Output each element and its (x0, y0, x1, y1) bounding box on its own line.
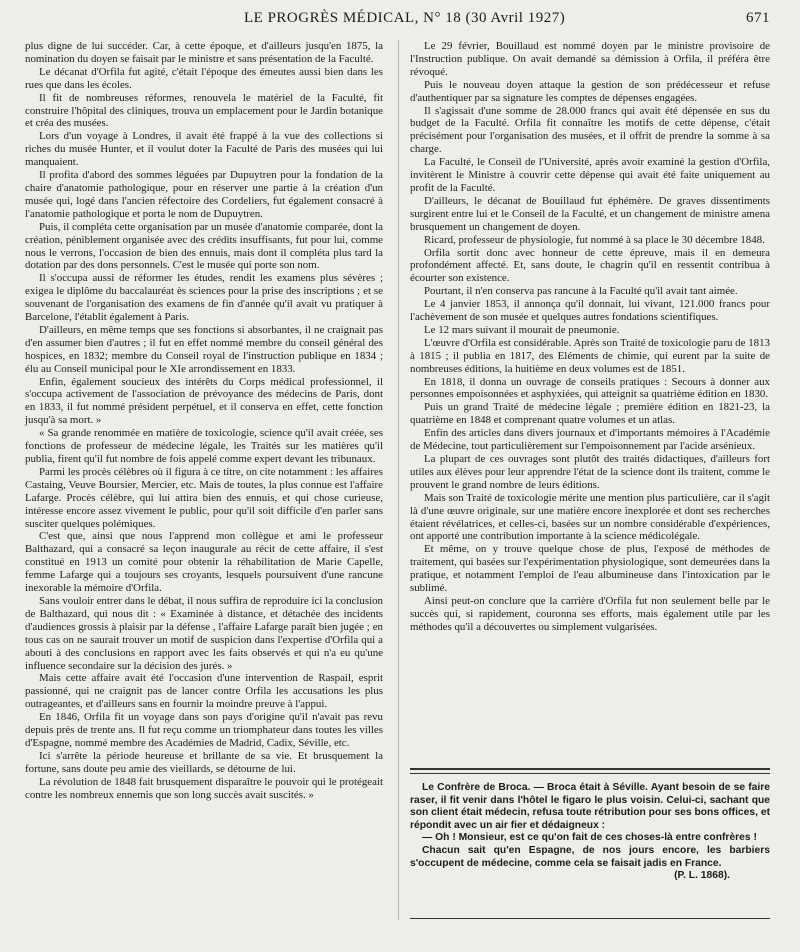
journal-title: LE PROGRÈS MÉDICAL, N° 18 (30 Avril 1927) (244, 10, 566, 26)
paragraph: Pourtant, il n'en conserva pas rancune à la Faculté qu'il avait tant aimée. (424, 285, 738, 298)
paragraph: C'est que, ainsi que nous l'apprend mon collègue et ami le professeur Balthazard, qui a consacré sa leçon inaugurale au récit de cette affaire, il s'est constitué en 1913 un comité pour obtenir la réhabilitation de Marie Capelle, femme Lafarge qui a toujours ses croyants, lesquels poursuivent d'une rancune inexorable la mémoire d'Orfila. (25, 530, 383, 595)
right-column (410, 40, 770, 634)
paragraph: En 1846, Orfila fit un voyage dans son pays d'origine qu'il n'avait pas revu depuis près de trente ans. Il fut reçu comme un triomphateur dans toutes les villes d'Espagne, nommé membre des Académies de Madrid, Cadix, Séville, etc. (25, 711, 383, 749)
paragraph: Puis le nouveau doyen attaque la gestion de son prédécesseur et refuse d'authentiquer par sa signature les comptes de dépenses engagées. (410, 78, 770, 104)
anecdote-box (410, 782, 770, 883)
paragraph: Il s'agissait d'une somme de 28.000 francs qui avait été dépensée en sus du budget de la Faculté. Orfila fit connaître les motifs de cette dépense, c'était précisément pour l'organisation des musées, et il offrit de prendre la somme à sa charge. (410, 104, 770, 156)
paragraph: Mais cette affaire avait été l'occasion d'une intervention de Raspail, esprit passionné, qui ne craignit pas de lancer contre Orfila les accusations les plus outrageantes, et d'ailleurs sans en fournir la moindre preuve à l'appui. (25, 672, 383, 711)
paragraph: Le 4 janvier 1853, il annonça qu'il donnait, lui vivant, 121.000 francs pour l'achèvement de son musée et quelques autres fondations scientifiques. (410, 298, 770, 324)
paragraph: D'ailleurs, le décanat de Bouillaud fut éphémère. De graves dissentiments surgirent entre lui et le Conseil de la Faculté, et un changement de ministre amena brusquement un changement de doyen. (410, 194, 770, 233)
box-top-rule-thin (410, 773, 770, 774)
box-bottom-rule (410, 918, 770, 919)
anecdote-signature: (P. L. 1868). (674, 870, 730, 882)
paragraph: Il profita d'abord des sommes léguées par Dupuytren pour la fondation de la chaire d'anatomie pathologique, pour en réserver une partie à la création d'un musée qui, logé dans l'ancien réfectoire des Cordeliers, fut également consacré à l'anatomie pathologique et porta le nom de Dupuytren. (25, 169, 383, 220)
paragraph: La révolution de 1848 fait brusquement disparaître le pouvoir qui le protégeait contre les nombreux ennemis que son long succès avait suscités. » (25, 775, 383, 801)
paragraph: Ainsi peut-on conclure que la carrière d'Orfila fut non seulement belle par le succès qui, si rapidement, couronna ses efforts, mais également utile par les méthodes qu'il a découvertes ou simplement vulgarisées. (410, 594, 770, 633)
paragraph: Et même, on y trouve quelque chose de plus, l'exposé de méthodes de traitement, qui basées sur l'expérimentation physiologique, sont demeurées dans la pratique, et notamment l'emploi de l'eau albumineuse dans l'intoxication par le sublimé. (410, 543, 770, 595)
paragraph: Il fit de nombreuses réformes, renouvela le matériel de la Faculté, fit construire l'hôpital des cliniques, trouva un emplacement pour le Jardin botanique et créa des musées. (25, 91, 383, 130)
paragraph: Sans vouloir entrer dans le débat, il nous suffira de reproduire ici la conclusion de Balthazard, qui nous dit : « Examinée à distance, et détachée des incidents d'audiences grossis à plaisir par la défense , l'affaire Lafarge paraît bien jugée ; en tous cas on ne saurait trouver un motif de suspicion dans l'expertise d'Orfila qui a abouti à des conclusions en rapport avec les faits observés et qui n'a eu qu'une influence secondaire sur la décision des jurés. » (25, 594, 383, 672)
paragraph: La Faculté, le Conseil de l'Université, après avoir examiné la gestion d'Orfila, invitèrent le Ministre à couvrir cette dépense qui avait été faite uniquement au profit de la Faculté. (410, 156, 770, 194)
left-column (25, 40, 383, 801)
paragraph: Ici s'arrête la période heureuse et brillante de sa vie. Et brusquement la fortune, sans doute peu amie des vieillards, se détourne de lui. (25, 749, 383, 775)
anecdote-paragraph: Chacun sait qu'en Espagne, de nos jours encore, les barbiers s'occupent de médecine, comme cela se faisait jadis en France. (410, 844, 770, 869)
paragraph: Orfila sortit donc avec honneur de cette épreuve, mais il en demeura profondément affecté. Et, sans doute, le chagrin qu'il en ressentit contribua à écourter son existence. (410, 246, 770, 285)
column-divider (398, 40, 399, 920)
paragraph: Enfin des articles dans divers journaux et d'importants mémoires à l'Académie de Médecine, tout particulièrement sur l'empoisonnement par l'acide arsénieux. (410, 427, 770, 453)
paragraph: Le décanat d'Orfila fut agité, c'était l'époque des émeutes aussi bien dans les rues que dans les écoles. (25, 65, 383, 91)
paragraph: plus digne de lui succéder. Car, à cette époque, et d'ailleurs jusqu'en 1875, la nomination du doyen se faisait par le ministre et sans présentation de la Faculté. (25, 40, 383, 65)
box-top-rule (410, 768, 770, 770)
paragraph: Ricard, professeur de physiologie, fut nommé à sa place le 30 décembre 1848. (424, 233, 765, 246)
paragraph: Il s'occupa aussi de réformer les études, rendit les examens plus sévères ; exigea le diplôme du baccalauréat ès sciences pour la prise des inscriptions ; et se souvenant de l'organisation des examens de fin d'année qu'il avait vu pratiquer à Barcelone, l'établit également à Paris. (25, 272, 383, 324)
paragraph: « Sa grande renommée en matière de toxicologie, science qu'il avait créée, ses fonctions de professeur de médecine légale, les Traités sur les matières qu'il publia, firent qu'il fut nombre de fois appelé comme expert devant les tribunaux. (25, 427, 383, 465)
anecdote-paragraph: Le Confrère de Broca. — Broca était à Séville. Ayant besoin de se faire raser, il fit venir dans l'hôtel le figaro le plus voisin. Celui-ci, sachant que son client était médecin, refusa toute rétribution pour ses bons offices, et répondit avec un air fier et dédaigneux : (410, 782, 770, 831)
paragraph: L'œuvre d'Orfila est considérable. Après son Traité de toxicologie paru de 1813 à 1815 ; il publia en 1817, des Eléments de chimie, qui eurent par la suite de nombreuses éditions, la huitième en deux volumes est de 1851. (410, 336, 770, 375)
paragraph: Puis, il compléta cette organisation par un musée d'anatomie comparée, dont la création, péniblement organisée avec des crédits insuffisants, fut pour lui, comme nous le verrons, l'occasion de bien des ennuis, mais dont il compléta plus tard la dotation par des dons personnels. C'est le musée qui porte son nom. (25, 220, 383, 272)
paragraph: Puis un grand Traité de médecine légale ; première édition en 1821-23, la quatrième en 1848 et comprenant quatre volumes et un atlas. (410, 401, 770, 427)
paragraph: Le 29 février, Bouillaud est nommé doyen par le ministre provisoire de l'Instruction publique. On avait demandé sa démission à Orfila, il préféra être révoqué. (410, 40, 770, 78)
anecdote-paragraph: — Oh ! Monsieur, est ce qu'on fait de ces choses-là entre confrères ! (422, 832, 757, 844)
running-header (22, 10, 770, 32)
paragraph: Parmi les procès célèbres où il figura à ce titre, on cite notamment : les affaires Castaing, Veuve Boursier, Mercier, etc. Mais de toutes, la plus connue est l'affaire Lafarge. Procès célèbre, qui lui attira bien des ennuis, et qui chose curieuse, intéresse encore assez vivement le public, pour qu'il soit difficile d'en parler sans susciter quelques polémiques. (25, 465, 383, 530)
paragraph: Mais son Traité de toxicologie mérite une mention plus particulière, car il s'agit là d'une œuvre originale, sur une matière encore inexplorée et dont ses recherches étaient révélatrices, et celles-ci, basées sur un nombre considérable d'expériences, ont apporté une contribution importante à la science médicolégale. (410, 491, 770, 543)
paragraph: Lors d'un voyage à Londres, il avait été frappé à la vue des collections si riches du musée Hunter, et il voulut doter la Faculté de Paris des musées qui lui manquaient. (25, 130, 383, 169)
paragraph: Le 12 mars suivant il mourait de pneumonie. (424, 323, 620, 336)
paragraph: Enfin, également soucieux des intérêts du Corps médical professionnel, il s'occupa activement de l'association de prévoyance des médecins de Paris, dont en 1833, il fut nommé président perpétuel, et il conserva en effet, cette fonction jusqu'à sa mort. » (25, 375, 383, 427)
paragraph: En 1818, il donna un ouvrage de conseils pratiques : Secours à donner aux personnes empoisonnées et asphyxiées, qui atteignit sa quatrième édition en 1830. (410, 375, 770, 401)
paragraph: La plupart de ces ouvrages sont plutôt des traités didactiques, d'ailleurs fort utiles aux élèves pour leur apprendre l'état de la science dont ils traitent, comme le prouvent le grand nombre de leurs éditions. (410, 453, 770, 491)
paragraph: D'ailleurs, en même temps que ses fonctions si absorbantes, il ne craignait pas d'en assumer bien d'autres ; il fut en effet nommé membre du conseil général des hospices, en 1832; membre du Conseil royal de l'instruction publique en 1834 ; élu au Conseil municipal pour le XIe arrondissement en 1833. (25, 323, 383, 375)
page-number: 671 (746, 10, 770, 26)
